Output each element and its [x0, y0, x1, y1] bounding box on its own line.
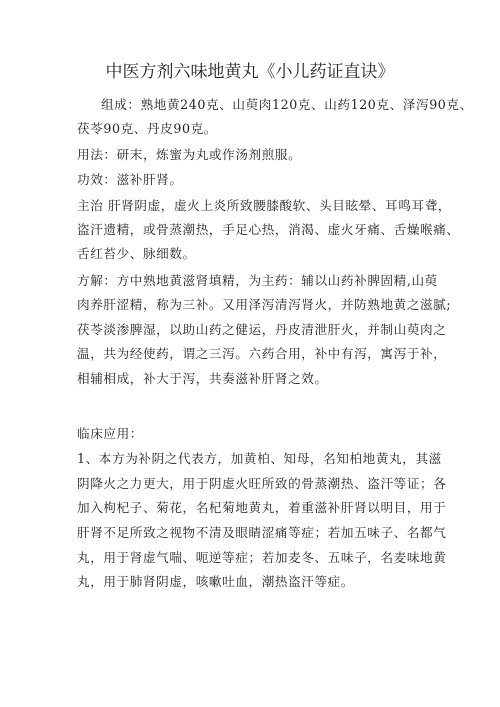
analysis-line-3: 茯苓淡渗脾湿，以助山药之健运，丹皮清泄肝火，并制山萸肉之: [77, 322, 447, 337]
clinical-line-2: 阴降火之力更大，用于阴虚火旺所致的骨蒸潮热、盗汗等证；各: [77, 476, 447, 491]
analysis-line-1: 方解：方中熟地黄滋肾填精，为主药：辅以山药补脾固精,山萸: [77, 273, 438, 288]
clinical-line-3: 加入枸杞子、菊花，名杞菊地黄丸，着重滋补肝肾以明目，用于: [77, 500, 447, 515]
usage-line: 用法：研末，炼蜜为丸或作汤剂煎服。: [77, 147, 302, 162]
composition-line-1: 组成：熟地黄240克、山萸肉120克、山药120克、泽泻90克、: [101, 97, 473, 112]
document-title: 中医方剂六味地黄丸《小儿药证直诀》: [105, 62, 395, 82]
analysis-line-5: 相辅相成，补大于泻，共奏滋补肝肾之效。: [77, 371, 328, 386]
indication-line-3: 舌红苔少、脉细数。: [77, 246, 196, 261]
clinical-heading: 临床应用：: [77, 426, 143, 441]
efficacy-line: 功效：滋补肝肾。: [77, 172, 183, 187]
analysis-line-2: 肉养肝涩精，称为三补。又用泽泻清泻肾火，并防熟地黄之滋腻;: [77, 297, 452, 312]
indication-line-2: 盗汗遗精，或骨蒸潮热，手足心热，消渴、虚火牙痛、舌燥喉痛、: [77, 222, 460, 237]
analysis-line-4: 温，共为经使药，谓之三泻。六药合用，补中有泻，寓泻于补，: [77, 346, 447, 361]
clinical-line-6: 丸，用于肺肾阴虚，咳嗽吐血，潮热盗汗等症。: [77, 574, 355, 589]
indication-line-1: 主治 肝肾阴虚，虚火上炎所致腰膝酸软、头目眩晕、耳鸣耳聋，: [77, 198, 452, 213]
clinical-line-5: 丸，用于肾虚气喘、呃逆等症；若加麦冬、五味子，名麦味地黄: [77, 550, 447, 565]
clinical-line-4: 肝肾不足所致之视物不清及眼睛涩痛等症；若加五味子、名都气: [77, 525, 447, 540]
composition-line-2: 茯苓90克、丹皮90克。: [77, 121, 217, 136]
clinical-line-1: 1、本方为补阴之代表方，加黄柏、知母，名知柏地黄丸，其滋: [77, 451, 442, 466]
